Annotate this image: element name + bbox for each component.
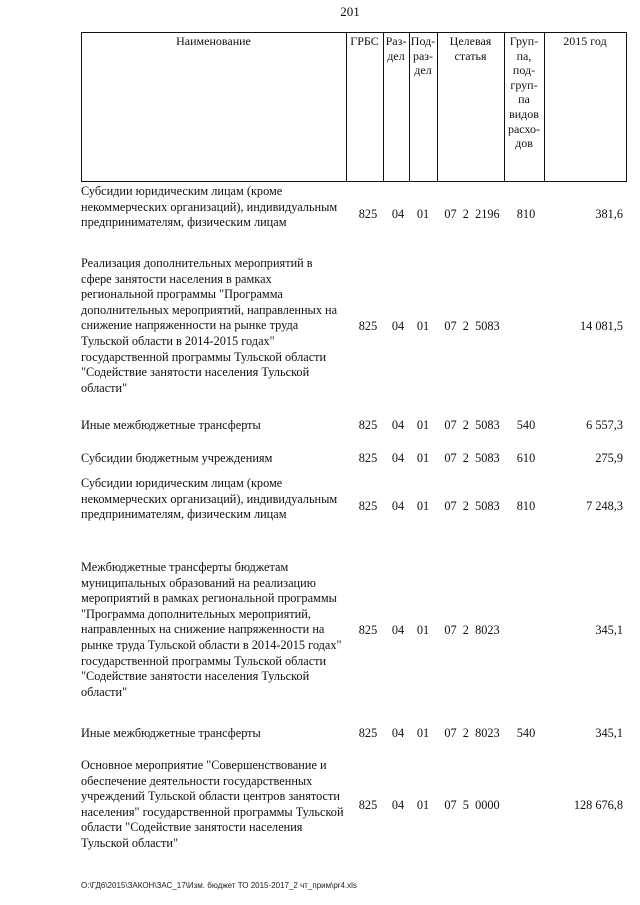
row-grbs: 825 [358, 499, 378, 514]
row-celevaya: 07 2 5083 [444, 451, 500, 466]
row-grbs: 825 [358, 207, 378, 222]
header-year: 2015 год [563, 34, 607, 48]
row-grbs: 825 [358, 318, 378, 333]
row-sum: 6 557,3 [586, 418, 623, 433]
table-row [81, 758, 631, 853]
row-grbs: 825 [358, 726, 378, 741]
row-gruppa: 810 [516, 499, 536, 514]
row-name: Субсидии юридическим лицам (кроме некоммерческих организаций), индивидуальным предпринимателям, физическим лицам [81, 184, 338, 230]
row-grbs: 825 [358, 797, 378, 812]
row-celevaya: 07 5 0000 [444, 797, 500, 812]
row-podrazdel: 01 [416, 418, 430, 433]
header-grbs: ГРБС [350, 34, 379, 48]
row-celevaya: 07 2 5083 [444, 418, 500, 433]
row-podrazdel: 01 [416, 622, 430, 637]
row-razdel: 04 [391, 499, 405, 514]
row-name: Субсидии бюджетным учреждениям [81, 451, 273, 465]
row-razdel: 04 [391, 451, 405, 466]
row-name: Межбюджетные трансферты бюджетам муниципальных образований на реализацию мероприятий в рамках региональной программы "Программа дополнительных мероприятий, направленных на снижение напряженности на рынке труда Тульской области в 2014-2015 годах" государственной программы Тульской области "Содействие занятости населения Тульской области" [81, 560, 342, 699]
row-name: Иные межбюджетные трансферты [81, 726, 261, 740]
file-path-footer: O:\ГД6\2015\ЗАКОН\ЗАС_17\Изм. бюджет ТО 2015-2017_2 чт_прим\pr4.xls [81, 881, 357, 890]
table-row [81, 560, 631, 701]
row-razdel: 04 [391, 622, 405, 637]
page-number: 201 [340, 4, 360, 19]
header-bottom-border [81, 181, 627, 182]
row-celevaya: 07 2 8023 [444, 622, 500, 637]
row-gruppa: 810 [516, 207, 536, 222]
row-name: Основное мероприятие "Совершенствование и обеспечение деятельности государственных учреждений Тульской области центров занятости населения" государственной программы Тульской области "Содействие занятости населения Тульской области" [81, 758, 344, 850]
row-razdel: 04 [391, 726, 405, 741]
row-sum: 345,1 [595, 622, 623, 637]
row-podrazdel: 01 [416, 318, 430, 333]
row-name: Субсидии юридическим лицам (кроме некоммерческих организаций), индивидуальным предпринимателям, физическим лицам [81, 476, 338, 522]
row-sum: 381,6 [595, 207, 623, 222]
header-top-border [81, 32, 627, 33]
col-divider [544, 32, 545, 181]
row-sum: 345,1 [595, 726, 623, 741]
row-celevaya: 07 2 5083 [444, 318, 500, 333]
header-gruppa: Груп- па, под- груп- па видов расхо- дов [507, 34, 541, 151]
header-razdel: Раз- дел [385, 34, 407, 63]
table-row [81, 184, 631, 246]
col-divider [626, 32, 627, 181]
row-gruppa: 610 [516, 451, 536, 466]
table-row [81, 476, 631, 538]
table-row [81, 256, 631, 397]
col-divider [81, 32, 82, 181]
row-podrazdel: 01 [416, 451, 430, 466]
header-celevaya: Целевая статья [449, 34, 492, 63]
row-podrazdel: 01 [416, 207, 430, 222]
row-celevaya: 07 2 8023 [444, 726, 500, 741]
row-sum: 14 081,5 [579, 318, 623, 333]
row-grbs: 825 [358, 451, 378, 466]
row-razdel: 04 [391, 207, 405, 222]
row-celevaya: 07 2 2196 [444, 207, 500, 222]
row-gruppa: 540 [516, 726, 536, 741]
header-podrazdel: Под- раз- дел [410, 34, 436, 78]
row-sum: 128 676,8 [573, 797, 623, 812]
row-podrazdel: 01 [416, 797, 430, 812]
col-divider [346, 32, 347, 181]
row-celevaya: 07 2 5083 [444, 499, 500, 514]
table-row [81, 726, 631, 742]
table-row [81, 451, 631, 467]
row-razdel: 04 [391, 318, 405, 333]
header-name: Наименование [176, 34, 251, 48]
row-razdel: 04 [391, 418, 405, 433]
row-grbs: 825 [358, 418, 378, 433]
row-name: Реализация дополнительных мероприятий в сфере занятости населения в рамках региональной программы "Программа дополнительных мероприятий, направленных на снижение напряженности на рынке труда Тульской области в 2014-2015 годах" государственной программы Тульской области "Содействие занятости населения Тульской области" [81, 256, 338, 395]
row-sum: 7 248,3 [586, 499, 623, 514]
row-razdel: 04 [391, 797, 405, 812]
row-gruppa: 540 [516, 418, 536, 433]
row-podrazdel: 01 [416, 499, 430, 514]
row-podrazdel: 01 [416, 726, 430, 741]
row-sum: 275,9 [595, 451, 623, 466]
row-grbs: 825 [358, 622, 378, 637]
row-name: Иные межбюджетные трансферты [81, 418, 261, 432]
table-row [81, 418, 631, 434]
